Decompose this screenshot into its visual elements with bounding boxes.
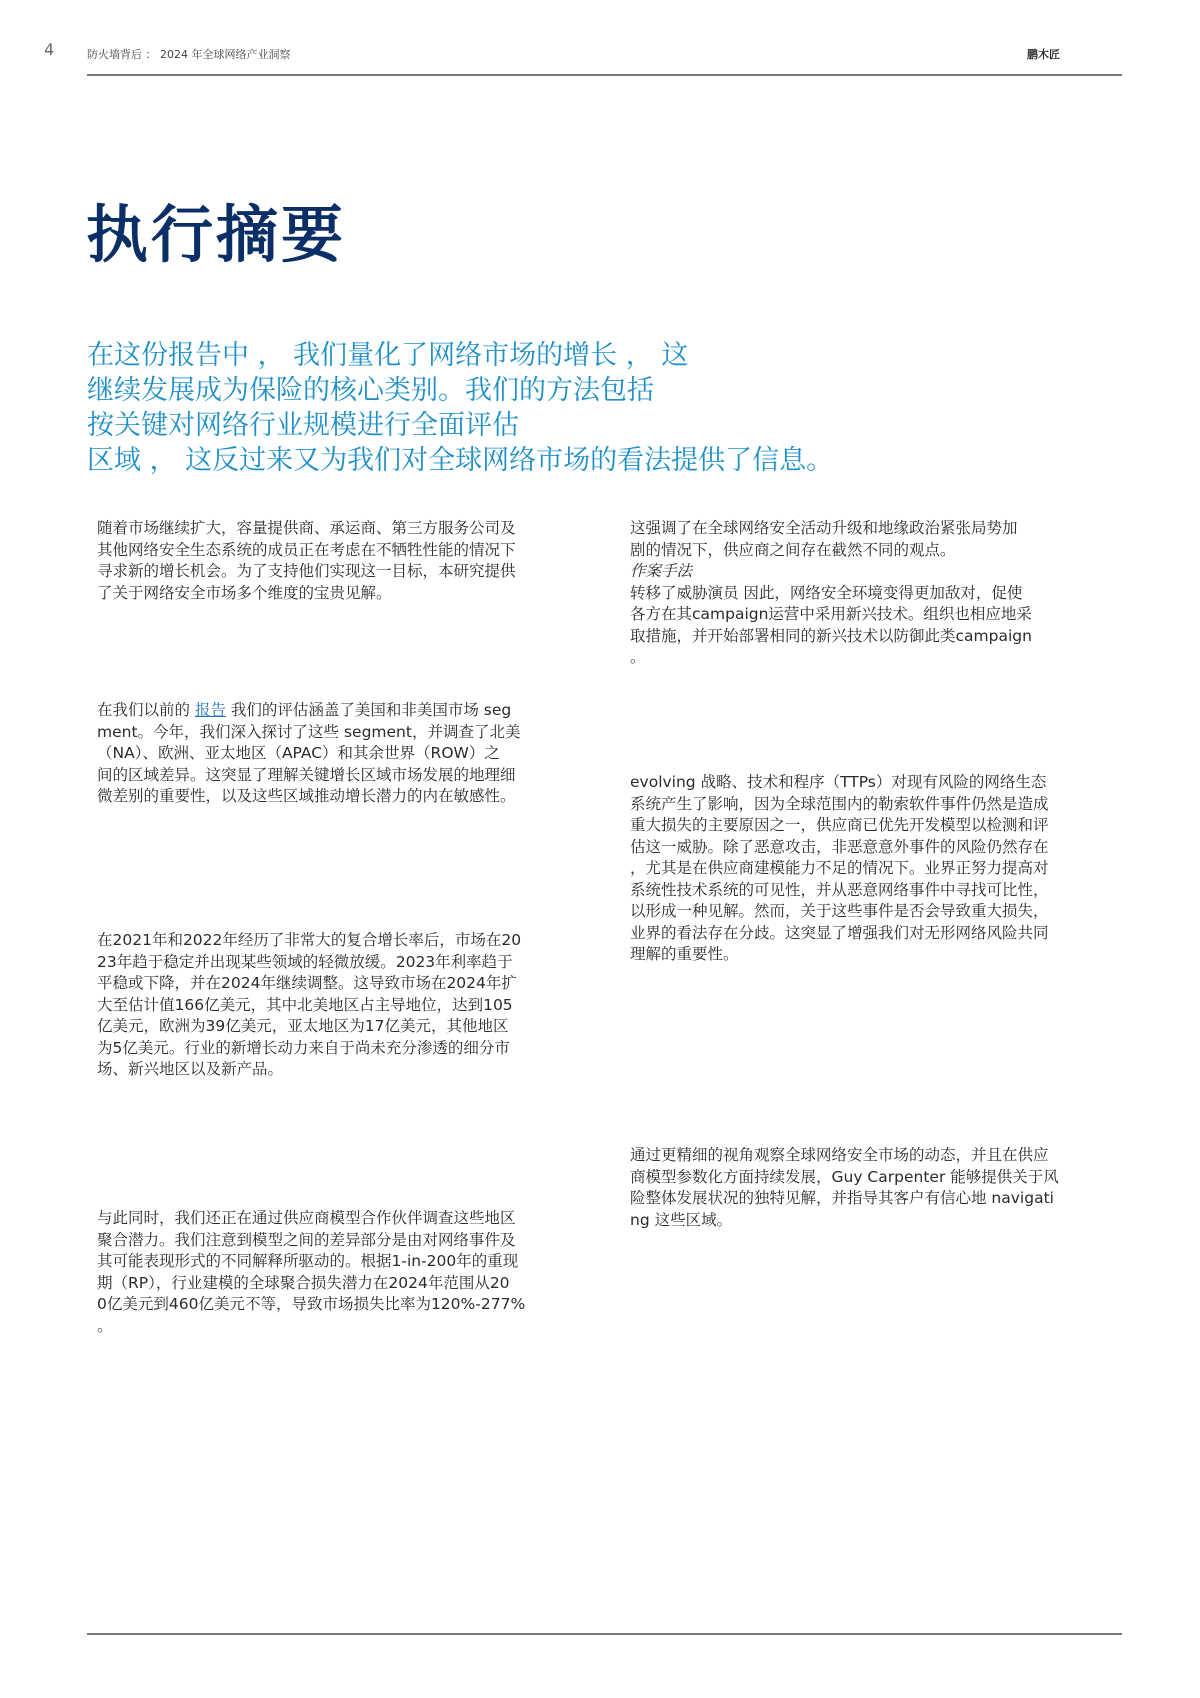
text-line: 商模型参数化方面持续发展，Guy Carpenter 能够提供关于风 [630, 1167, 1059, 1186]
text-line: 随着市场继续扩大，容量提供商、承运商、第三方服务公司及 [97, 519, 516, 537]
text-line: 业界的看法存在分歧。这突显了增强我们对无形网络风险共同 [630, 923, 1049, 942]
text-line: 为5亿美元。行业的新增长动力来自于尚未充分渗透的细分市 [97, 1038, 510, 1057]
text-line: 以形成一种见解。然而，关于这些事件是否会导致重大损失， [630, 902, 1049, 920]
right-paragraph-2 [630, 772, 1125, 966]
text-line: 这强调了在全球网络安全活动升级和地缘政治紧张局势加 [630, 519, 1018, 537]
page-title: 执行摘要 [86, 198, 347, 271]
left-paragraph-4 [97, 1208, 597, 1337]
text-line: 微差别的重要性，以及这些区域推动增长潜力的内在敏感性。 [97, 787, 516, 805]
right-paragraph-3 [630, 1145, 1125, 1231]
text-line: 了关于网络安全市场多个维度的宝贵见解。 [97, 583, 392, 602]
intro-line: 区域 ， 这反过来又为我们对全球网络市场的看法提供了信息。 [87, 445, 834, 476]
intro-line: 在这份报告中 ， 我们量化了网络市场的增长 ， 这 [87, 340, 689, 371]
text-line: 寻求新的增长机会。为了支持他们实现这一目标，本研究提供 [97, 562, 516, 580]
text-line: 重大损失的主要原因之一，供应商已优先开发模型以检测和评 [630, 816, 1049, 834]
text-line: 平稳或下降，并在2024年继续调整。这导致市场在2024年扩 [97, 974, 517, 992]
text-line: 取措施，并开始部署相同的新兴技术以防御此类campaign [630, 626, 1032, 645]
text-fragment: 我们的评估涵盖了美国和非美国市场 seg [225, 701, 512, 719]
text-line: 估这一威胁。除了恶意攻击，非恶意意外事件的风险仍然存在 [630, 837, 1049, 856]
right-paragraph-1 [630, 518, 1125, 669]
text-fragment: 在我们以前的 [97, 701, 195, 719]
text-line: 系统产生了影响，因为全球范围内的勒索软件事件仍然是造成 [630, 794, 1049, 813]
text-line: 0亿美元到460亿美元不等，导致市场损失比率为120%-277% [97, 1295, 526, 1313]
report-link[interactable]: 报告 [194, 701, 226, 719]
footer-rule [87, 1633, 1122, 1635]
text-line: 场、新兴地区以及新产品。 [97, 1060, 284, 1078]
left-paragraph-1 [97, 518, 597, 604]
text-line: 险整体发展状况的独特见解，并指导其客户有信心地 navigati [630, 1189, 1054, 1207]
text-line: （NA）、欧洲、亚太地区（APAC）和其余世界（ROW）之 [97, 744, 500, 762]
text-line: 23年趋于稳定并出现某些领域的轻微放缓。2023年利率趋于 [97, 952, 513, 971]
text-line: 其可能表现形式的不同解释所驱动的。根据1-in-200年的重现 [97, 1252, 519, 1270]
text-line: 大至估计值166亿美元，其中北美地区占主导地位，达到105 [97, 995, 513, 1014]
text-line: 聚合潜力。我们注意到模型之间的差异部分是由对网络事件及 [97, 1230, 516, 1249]
brand-name: 鹏木匠 [1027, 48, 1060, 61]
text-line: 。 [630, 648, 646, 666]
text-line: 。 [97, 1316, 113, 1335]
text-line: 亿美元，欧洲为39亿美元，亚太地区为17亿美元，其他地区 [97, 1017, 509, 1035]
running-header: 防火墙背后 ： 2024 年全球网络产业洞察 [87, 48, 291, 61]
intro-line: 继续发展成为保险的核心类别。我们的方法包括 [87, 375, 654, 406]
text-line: 与此同时，我们还正在通过供应商模型合作伙伴调查这些地区 [97, 1209, 516, 1227]
text-line [97, 700, 597, 722]
text-line: ，尤其是在供应商建模能力不足的情况下。业界正努力提高对 [630, 859, 1049, 877]
text-line: ng 这些区域。 [630, 1210, 733, 1229]
text-line: 间的区域差异。这突显了理解关键增长区域市场发展的地理细 [97, 765, 516, 784]
text-line: evolving 战略、技术和程序（TTPs）对现有风险的网络生态 [630, 773, 1047, 791]
italic-term: 作案手法 [630, 562, 693, 580]
page-number: 4 [44, 40, 55, 59]
text-line: 系统性技术系统的可见性，并从恶意网络事件中寻找可比性， [630, 880, 1049, 899]
text-line: ment。今年，我们深入探讨了这些 segment，并调查了北美 [97, 722, 521, 741]
text-line: 通过更精细的视角观察全球网络安全市场的动态，并且在供应 [630, 1146, 1049, 1164]
text-line: 其他网络安全生态系统的成员正在考虑在不牺牲性能的情况下 [97, 540, 516, 559]
text-line: 理解的重要性。 [630, 945, 739, 963]
text-line: 期（RP），行业建模的全球聚合损失潜力在2024年范围从20 [97, 1273, 510, 1292]
header-rule [87, 74, 1122, 76]
text-line: 剧的情况下，供应商之间存在截然不同的观点。 [630, 540, 956, 559]
left-paragraph-2 [97, 700, 597, 808]
text-line: 各方在其campaign运营中采用新兴技术。组织也相应地采 [630, 605, 1032, 623]
text-line: 转移了威胁演员 因此，网络安全环境变得更加敌对，促使 [630, 583, 1023, 602]
intro-line: 按关键对网络行业规模进行全面评估 [87, 410, 519, 441]
text-line: 在2021年和2022年经历了非常大的复合增长率后，市场在20 [97, 931, 522, 949]
left-paragraph-3 [97, 930, 597, 1081]
intro-lead [87, 338, 1087, 478]
